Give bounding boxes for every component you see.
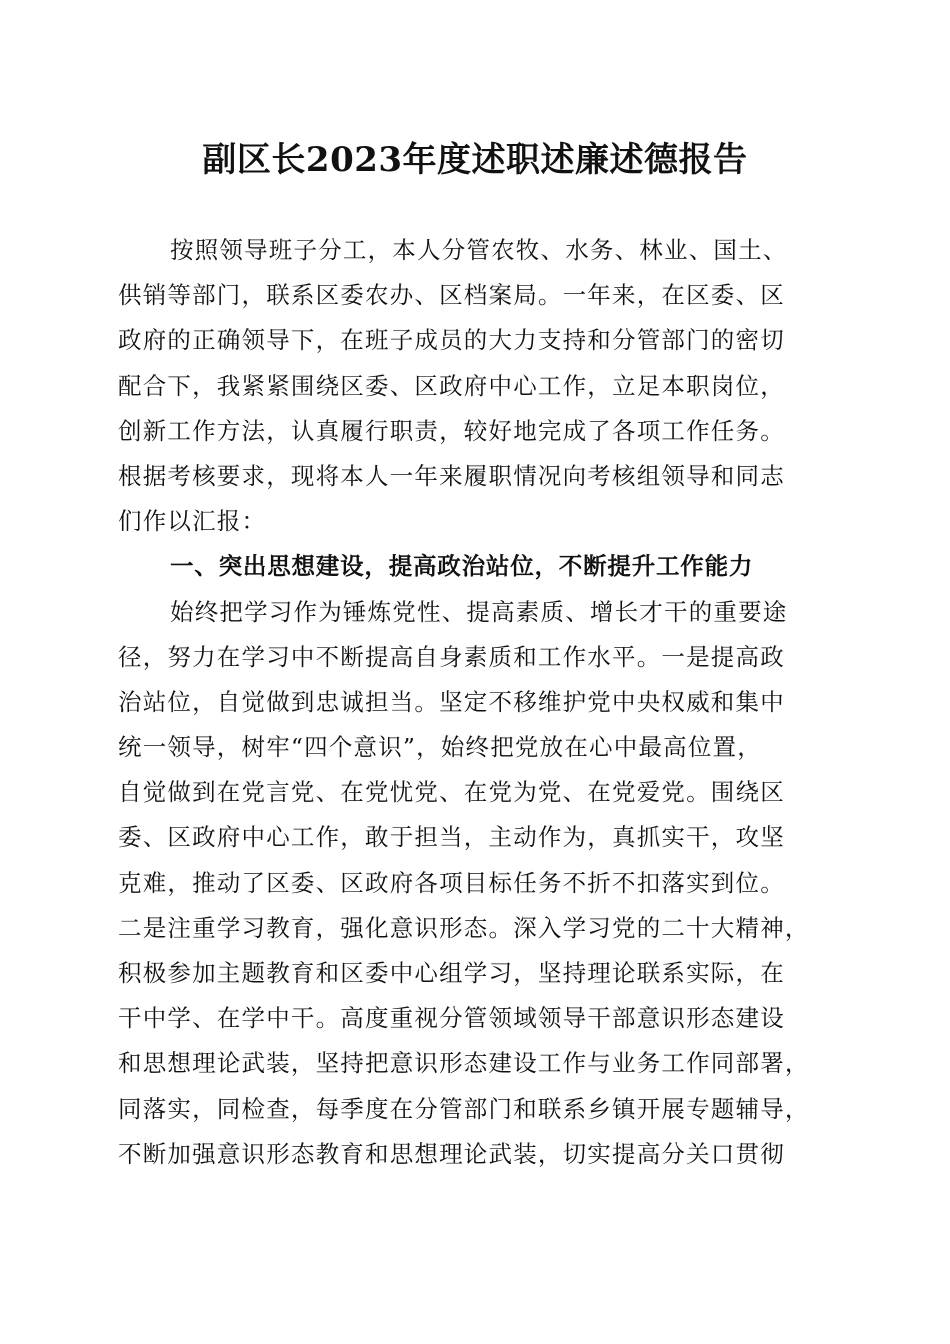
paragraph-line: 供销等部门，联系区委农办、区档案局。一年来，在区委、区 <box>118 281 785 310</box>
section-heading: 一、突出思想建设，提高政治站位，不断提升工作能力 <box>170 552 754 581</box>
paragraph-line: 们作以汇报： <box>118 507 267 536</box>
paragraph-line: 政府的正确领导下，在班子成员的大力支持和分管部门的密切 <box>118 326 785 355</box>
document-body <box>118 228 830 1177</box>
paragraph-line: 同落实，同检查，每季度在分管部门和联系乡镇开展专题辅导， <box>118 1094 810 1123</box>
paragraph-line: 创新工作方法，认真履行职责，较好地完成了各项工作任务。 <box>118 416 785 445</box>
paragraph-line: 积极参加主题教育和区委中心组学习，坚持理论联系实际，在 <box>118 959 785 987</box>
paragraph-line: 按照领导班子分工，本人分管农牧、水务、林业、国土、 <box>170 236 788 264</box>
paragraph-line: 统一领导，树牢“四个意识”，始终把党放在心中最高位置， <box>118 733 762 762</box>
paragraph-line: 和思想理论武装，坚持把意识形态建设工作与业务工作同部署， <box>118 1049 810 1078</box>
paragraph-line: 不断加强意识形态教育和思想理论武装，切实提高分关口贯彻 <box>118 1139 785 1168</box>
paragraph-line: 二是注重学习教育，强化意识形态。深入学习党的二十大精神， <box>118 913 810 942</box>
paragraph-line: 径，努力在学习中不断提高自身素质和工作水平。一是提高政 <box>118 642 785 671</box>
paragraph-line: 始终把学习作为锤炼党性、提高素质、增长才干的重要途 <box>170 597 788 626</box>
paragraph-line: 委、区政府中心工作，敢于担当，主动作为，真抓实干，攻坚 <box>118 823 785 852</box>
paragraph-line: 配合下，我紧紧围绕区委、区政府中心工作，立足本职岗位， <box>118 371 785 400</box>
paragraph-line: 干中学、在学中干。高度重视分管领域领导干部意识形态建设 <box>118 1004 785 1033</box>
paragraph-line: 自觉做到在党言党、在党忧党、在党为党、在党爱党。围绕区 <box>118 778 785 807</box>
document-title: 副区长2023年度述职述廉述德报告 <box>202 140 748 180</box>
paragraph-line: 治站位，自觉做到忠诚担当。坚定不移维护党中央权威和集中 <box>118 687 785 716</box>
paragraph-line: 根据考核要求，现将本人一年来履职情况向考核组领导和同志 <box>118 461 785 490</box>
paragraph-line: 克难，推动了区委、区政府各项目标任务不折不扣落实到位。 <box>118 868 785 897</box>
